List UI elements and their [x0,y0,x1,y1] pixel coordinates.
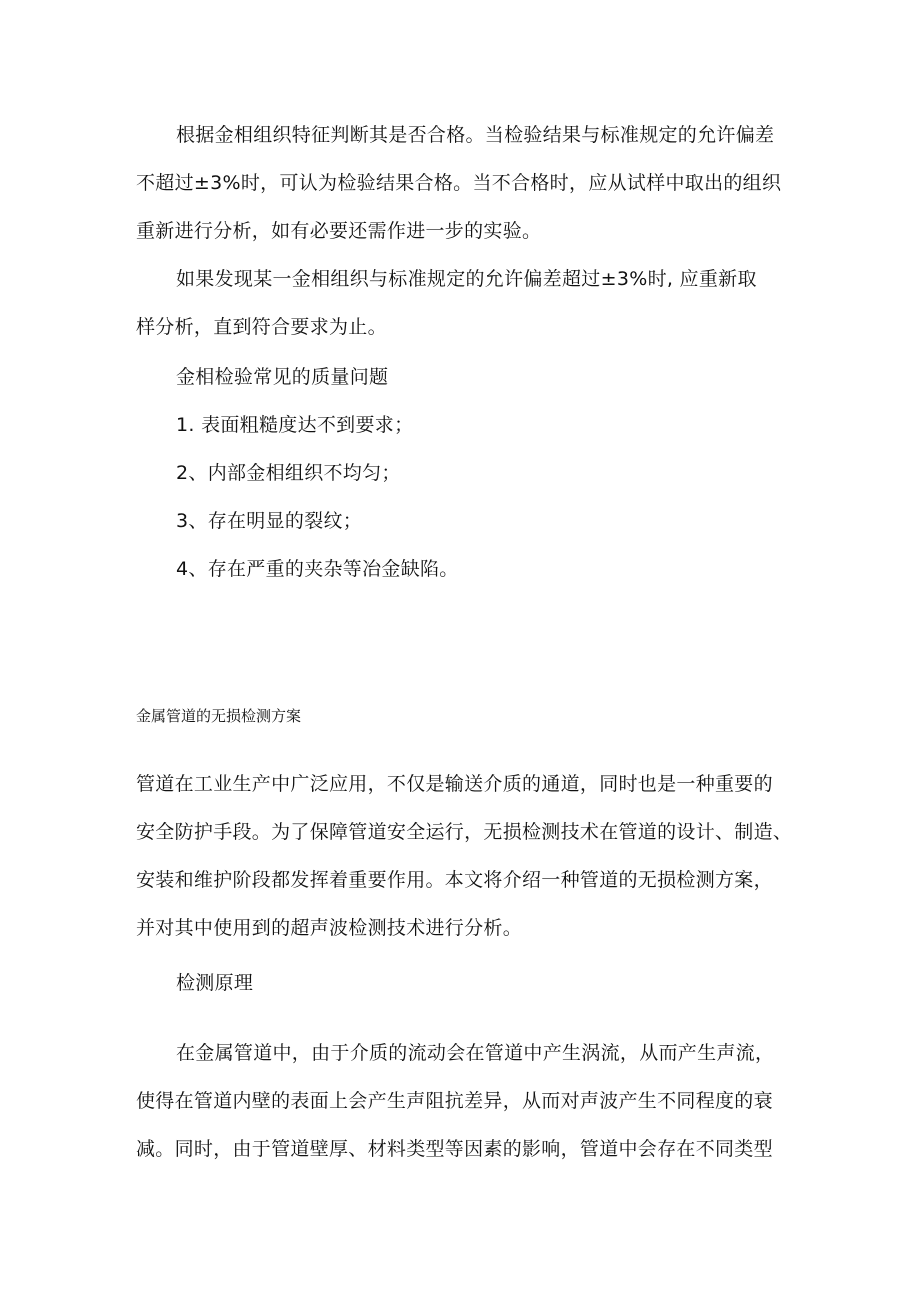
paragraph-line: 并对其中使用到的超声波检测技术进行分析。 [136,917,523,939]
paragraph-line: 重新进行分析，如有必要还需作进一步的实验。 [136,220,542,242]
paragraph-line: 安全防护手段。为了保障管道安全运行，无损检测技术在管道的设计、制造、 [136,821,793,843]
paragraph-line: 管道在工业生产中广泛应用，不仅是输送介质的通道，同时也是一种重要的 [136,773,773,795]
list-item: 4、存在严重的夹杂等冶金缺陷。 [176,558,459,580]
paragraph-line: 安装和维护阶段都发挥着重要作用。本文将介绍一种管道的无损检测方案， [136,869,773,891]
list-item: 3、存在明显的裂纹； [176,510,363,532]
list-item: 2、内部金相组织不均匀； [176,462,401,484]
document-title: 金属管道的无损检测方案 [136,707,302,725]
paragraph-line: 如果发现某一金相组织与标准规定的允许偏差超过±3%时, 应重新取 [176,268,757,290]
paragraph-line: 根据金相组织特征判断其是否合格。当检验结果与标准规定的允许偏差 [176,124,775,146]
paragraph-line: 在金属管道中，由于介质的流动会在管道中产生涡流，从而产生声流， [176,1042,775,1064]
paragraph-line: 使得在管道内壁的表面上会产生声阻抗差异，从而对声波产生不同程度的衰 [136,1090,773,1112]
list-item: 1. 表面粗糙度达不到要求； [176,414,414,436]
subsection-heading: 检测原理 [176,972,254,994]
paragraph-line: 样分析，直到符合要求为止。 [136,316,387,338]
paragraph-line: 不超过±3%时，可认为检验结果合格。当不合格时，应从试样中取出的组织 [136,172,782,194]
section-heading: 金相检验常见的质量问题 [176,366,389,388]
paragraph-line: 减。同时，由于管道壁厚、材料类型等因素的影响，管道中会存在不同类型 [136,1138,773,1160]
